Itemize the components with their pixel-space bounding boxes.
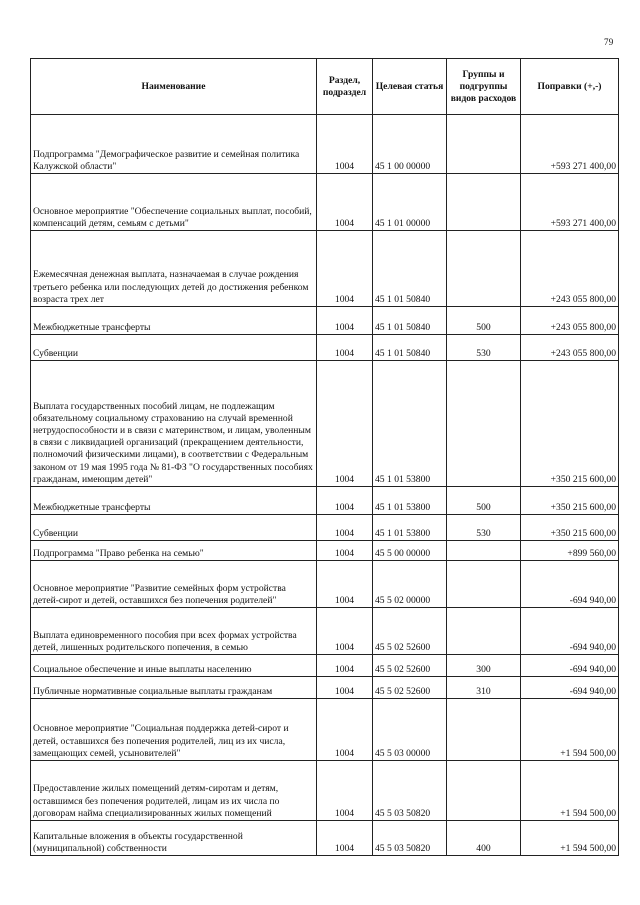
cell-target: 45 1 01 50840 bbox=[373, 335, 447, 361]
cell-group bbox=[447, 561, 521, 608]
cell-section: 1004 bbox=[317, 115, 373, 174]
header-target: Целевая статья bbox=[373, 59, 447, 115]
cell-amount: +899 560,00 bbox=[521, 541, 619, 561]
cell-group bbox=[447, 761, 521, 821]
cell-section: 1004 bbox=[317, 699, 373, 761]
table-row bbox=[31, 677, 619, 699]
cell-section: 1004 bbox=[317, 561, 373, 608]
cell-target: 45 1 01 50840 bbox=[373, 307, 447, 335]
cell-name: Межбюджетные трансферты bbox=[31, 307, 317, 335]
cell-group bbox=[447, 699, 521, 761]
cell-section: 1004 bbox=[317, 335, 373, 361]
header-name: Наименование bbox=[31, 59, 317, 115]
table-row bbox=[31, 361, 619, 487]
cell-group: 500 bbox=[447, 307, 521, 335]
table-row bbox=[31, 608, 619, 655]
cell-section: 1004 bbox=[317, 307, 373, 335]
cell-section: 1004 bbox=[317, 541, 373, 561]
cell-group bbox=[447, 361, 521, 487]
table-row bbox=[31, 174, 619, 231]
cell-section: 1004 bbox=[317, 608, 373, 655]
budget-amendments-table bbox=[30, 58, 619, 856]
cell-name: Основное мероприятие "Социальная поддержка детей-сирот и детей, оставшихся без попечения родителей, лиц из их числа, замещающих семей, усыновителей" bbox=[31, 699, 317, 761]
cell-section: 1004 bbox=[317, 677, 373, 699]
table-row bbox=[31, 761, 619, 821]
table-header-row bbox=[31, 59, 619, 115]
cell-target: 45 1 01 53800 bbox=[373, 487, 447, 515]
cell-group: 400 bbox=[447, 821, 521, 856]
cell-amount: -694 940,00 bbox=[521, 561, 619, 608]
cell-name: Подпрограмма "Демографическое развитие и семейная политика Калужской области" bbox=[31, 115, 317, 174]
cell-amount: +243 055 800,00 bbox=[521, 335, 619, 361]
cell-target: 45 5 02 52600 bbox=[373, 608, 447, 655]
page-number: 79 bbox=[604, 37, 614, 47]
cell-group: 300 bbox=[447, 655, 521, 677]
cell-section: 1004 bbox=[317, 655, 373, 677]
cell-name: Публичные нормативные социальные выплаты гражданам bbox=[31, 677, 317, 699]
cell-group: 530 bbox=[447, 335, 521, 361]
cell-name: Выплата государственных пособий лицам, не подлежащим обязательному социальному страхованию на случай временной нетрудоспособности и в связи с материнством, и лицам, уволенным в связи с ликвидацией организаций (прекращением деятельности, полномочий физическими лицами), в соответствии с Федеральным законом от 19 мая 1995 года № 81-ФЗ "О государственных пособиях гражданам, имеющим детей" bbox=[31, 361, 317, 487]
cell-name: Предоставление жилых помещений детям-сиротам и детям, оставшимся без попечения родителей, лицам из их числа по договорам найма специализированных жилых помещений bbox=[31, 761, 317, 821]
cell-name: Ежемесячная денежная выплата, назначаемая в случае рождения третьего ребенка или последующих детей до достижения ребенком возраста трех лет bbox=[31, 231, 317, 307]
cell-group bbox=[447, 174, 521, 231]
cell-target: 45 5 02 52600 bbox=[373, 655, 447, 677]
cell-amount: +1 594 500,00 bbox=[521, 821, 619, 856]
cell-group: 310 bbox=[447, 677, 521, 699]
table-row bbox=[31, 307, 619, 335]
cell-amount: +1 594 500,00 bbox=[521, 699, 619, 761]
table-row bbox=[31, 487, 619, 515]
cell-amount: -694 940,00 bbox=[521, 608, 619, 655]
cell-amount: +243 055 800,00 bbox=[521, 307, 619, 335]
table-row bbox=[31, 699, 619, 761]
cell-target: 45 5 00 00000 bbox=[373, 541, 447, 561]
cell-section: 1004 bbox=[317, 231, 373, 307]
cell-group bbox=[447, 231, 521, 307]
cell-name: Субвенции bbox=[31, 515, 317, 541]
table-row bbox=[31, 561, 619, 608]
cell-section: 1004 bbox=[317, 174, 373, 231]
cell-name: Межбюджетные трансферты bbox=[31, 487, 317, 515]
header-section: Раздел, подраздел bbox=[317, 59, 373, 115]
cell-target: 45 5 03 50820 bbox=[373, 761, 447, 821]
cell-amount: +593 271 400,00 bbox=[521, 115, 619, 174]
cell-target: 45 5 02 00000 bbox=[373, 561, 447, 608]
cell-target: 45 1 01 00000 bbox=[373, 174, 447, 231]
table-row bbox=[31, 515, 619, 541]
cell-name: Капитальные вложения в объекты государственной (муниципальной) собственности bbox=[31, 821, 317, 856]
cell-group bbox=[447, 608, 521, 655]
cell-section: 1004 bbox=[317, 361, 373, 487]
cell-name: Выплата единовременного пособия при всех формах устройства детей, лишенных родительского попечения, в семью bbox=[31, 608, 317, 655]
table-row bbox=[31, 821, 619, 856]
cell-section: 1004 bbox=[317, 761, 373, 821]
cell-group: 500 bbox=[447, 487, 521, 515]
cell-target: 45 5 03 00000 bbox=[373, 699, 447, 761]
cell-group bbox=[447, 541, 521, 561]
header-amount: Поправки (+,-) bbox=[521, 59, 619, 115]
cell-target: 45 5 03 50820 bbox=[373, 821, 447, 856]
cell-name: Социальное обеспечение и иные выплаты населению bbox=[31, 655, 317, 677]
cell-name: Основное мероприятие "Обеспечение социальных выплат, пособий, компенсаций детям, семьям с детьми" bbox=[31, 174, 317, 231]
cell-amount: +350 215 600,00 bbox=[521, 487, 619, 515]
cell-amount: +350 215 600,00 bbox=[521, 515, 619, 541]
cell-target: 45 5 02 52600 bbox=[373, 677, 447, 699]
cell-section: 1004 bbox=[317, 487, 373, 515]
cell-section: 1004 bbox=[317, 821, 373, 856]
cell-section: 1004 bbox=[317, 515, 373, 541]
cell-amount: -694 940,00 bbox=[521, 677, 619, 699]
cell-amount: -694 940,00 bbox=[521, 655, 619, 677]
cell-target: 45 1 00 00000 bbox=[373, 115, 447, 174]
cell-group bbox=[447, 115, 521, 174]
cell-target: 45 1 01 53800 bbox=[373, 515, 447, 541]
table-row bbox=[31, 335, 619, 361]
cell-amount: +1 594 500,00 bbox=[521, 761, 619, 821]
cell-amount: +350 215 600,00 bbox=[521, 361, 619, 487]
cell-name: Субвенции bbox=[31, 335, 317, 361]
table-row bbox=[31, 115, 619, 174]
cell-group: 530 bbox=[447, 515, 521, 541]
cell-target: 45 1 01 50840 bbox=[373, 231, 447, 307]
cell-amount: +243 055 800,00 bbox=[521, 231, 619, 307]
table-row bbox=[31, 655, 619, 677]
header-group: Группы и подгруппы видов расходов bbox=[447, 59, 521, 115]
table-row bbox=[31, 231, 619, 307]
cell-name: Основное мероприятие "Развитие семейных форм устройства детей-сирот и детей, оставшихся без попечения родителей" bbox=[31, 561, 317, 608]
cell-name: Подпрограмма "Право ребенка на семью" bbox=[31, 541, 317, 561]
table-row bbox=[31, 541, 619, 561]
cell-target: 45 1 01 53800 bbox=[373, 361, 447, 487]
cell-amount: +593 271 400,00 bbox=[521, 174, 619, 231]
